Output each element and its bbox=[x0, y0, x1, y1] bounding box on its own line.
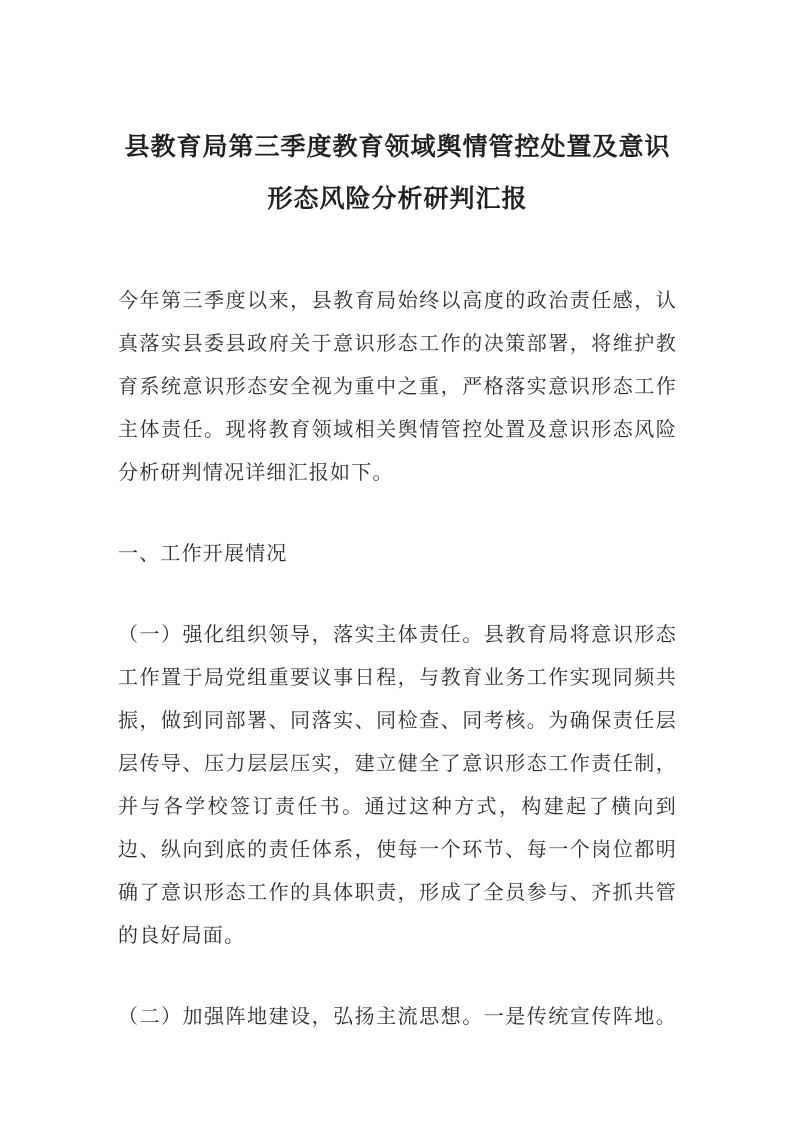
document-title: 县教育局第三季度教育领域舆情管控处置及意识形态风险分析研判汇报 bbox=[124, 134, 671, 213]
intro-paragraph: 今年第三季度以来，县教育局始终以高度的政治责任感，认真落实县委县政府关于意识形态工作的决策部署，将维护教育系统意识形态安全视为重中之重，严格落实意识形态工作主体责任。现将教育领域相关舆情管控处置及意识形态风险分析研判情况详细汇报如下。 bbox=[118, 290, 677, 484]
paragraph-section-1-1: （一）强化组织领导，落实主体责任。县教育局将意识形态工作置于局党组重要议事日程，与教育业务工作实现同频共振，做到同部署、同落实、同检查、同考核。为确保责任层层传导、压力层层压实，建立健全了意识形态工作责任制，并与各学校签订责任书。通过这种方式，构建起了横向到边、纵向到底的责任体系，使每一个环节、每一个岗位都明确了意识形态工作的具体职责，形成了全员参与、齐抓共管的良好局面。 bbox=[118, 624, 677, 947]
paragraph-section-1-2: （二）加强阵地建设，弘扬主流思想。一是传统宣传阵地。 bbox=[118, 1006, 677, 1028]
document-content bbox=[0, 122, 793, 1039]
section-heading-1: 一、工作开展情况 bbox=[118, 543, 288, 565]
